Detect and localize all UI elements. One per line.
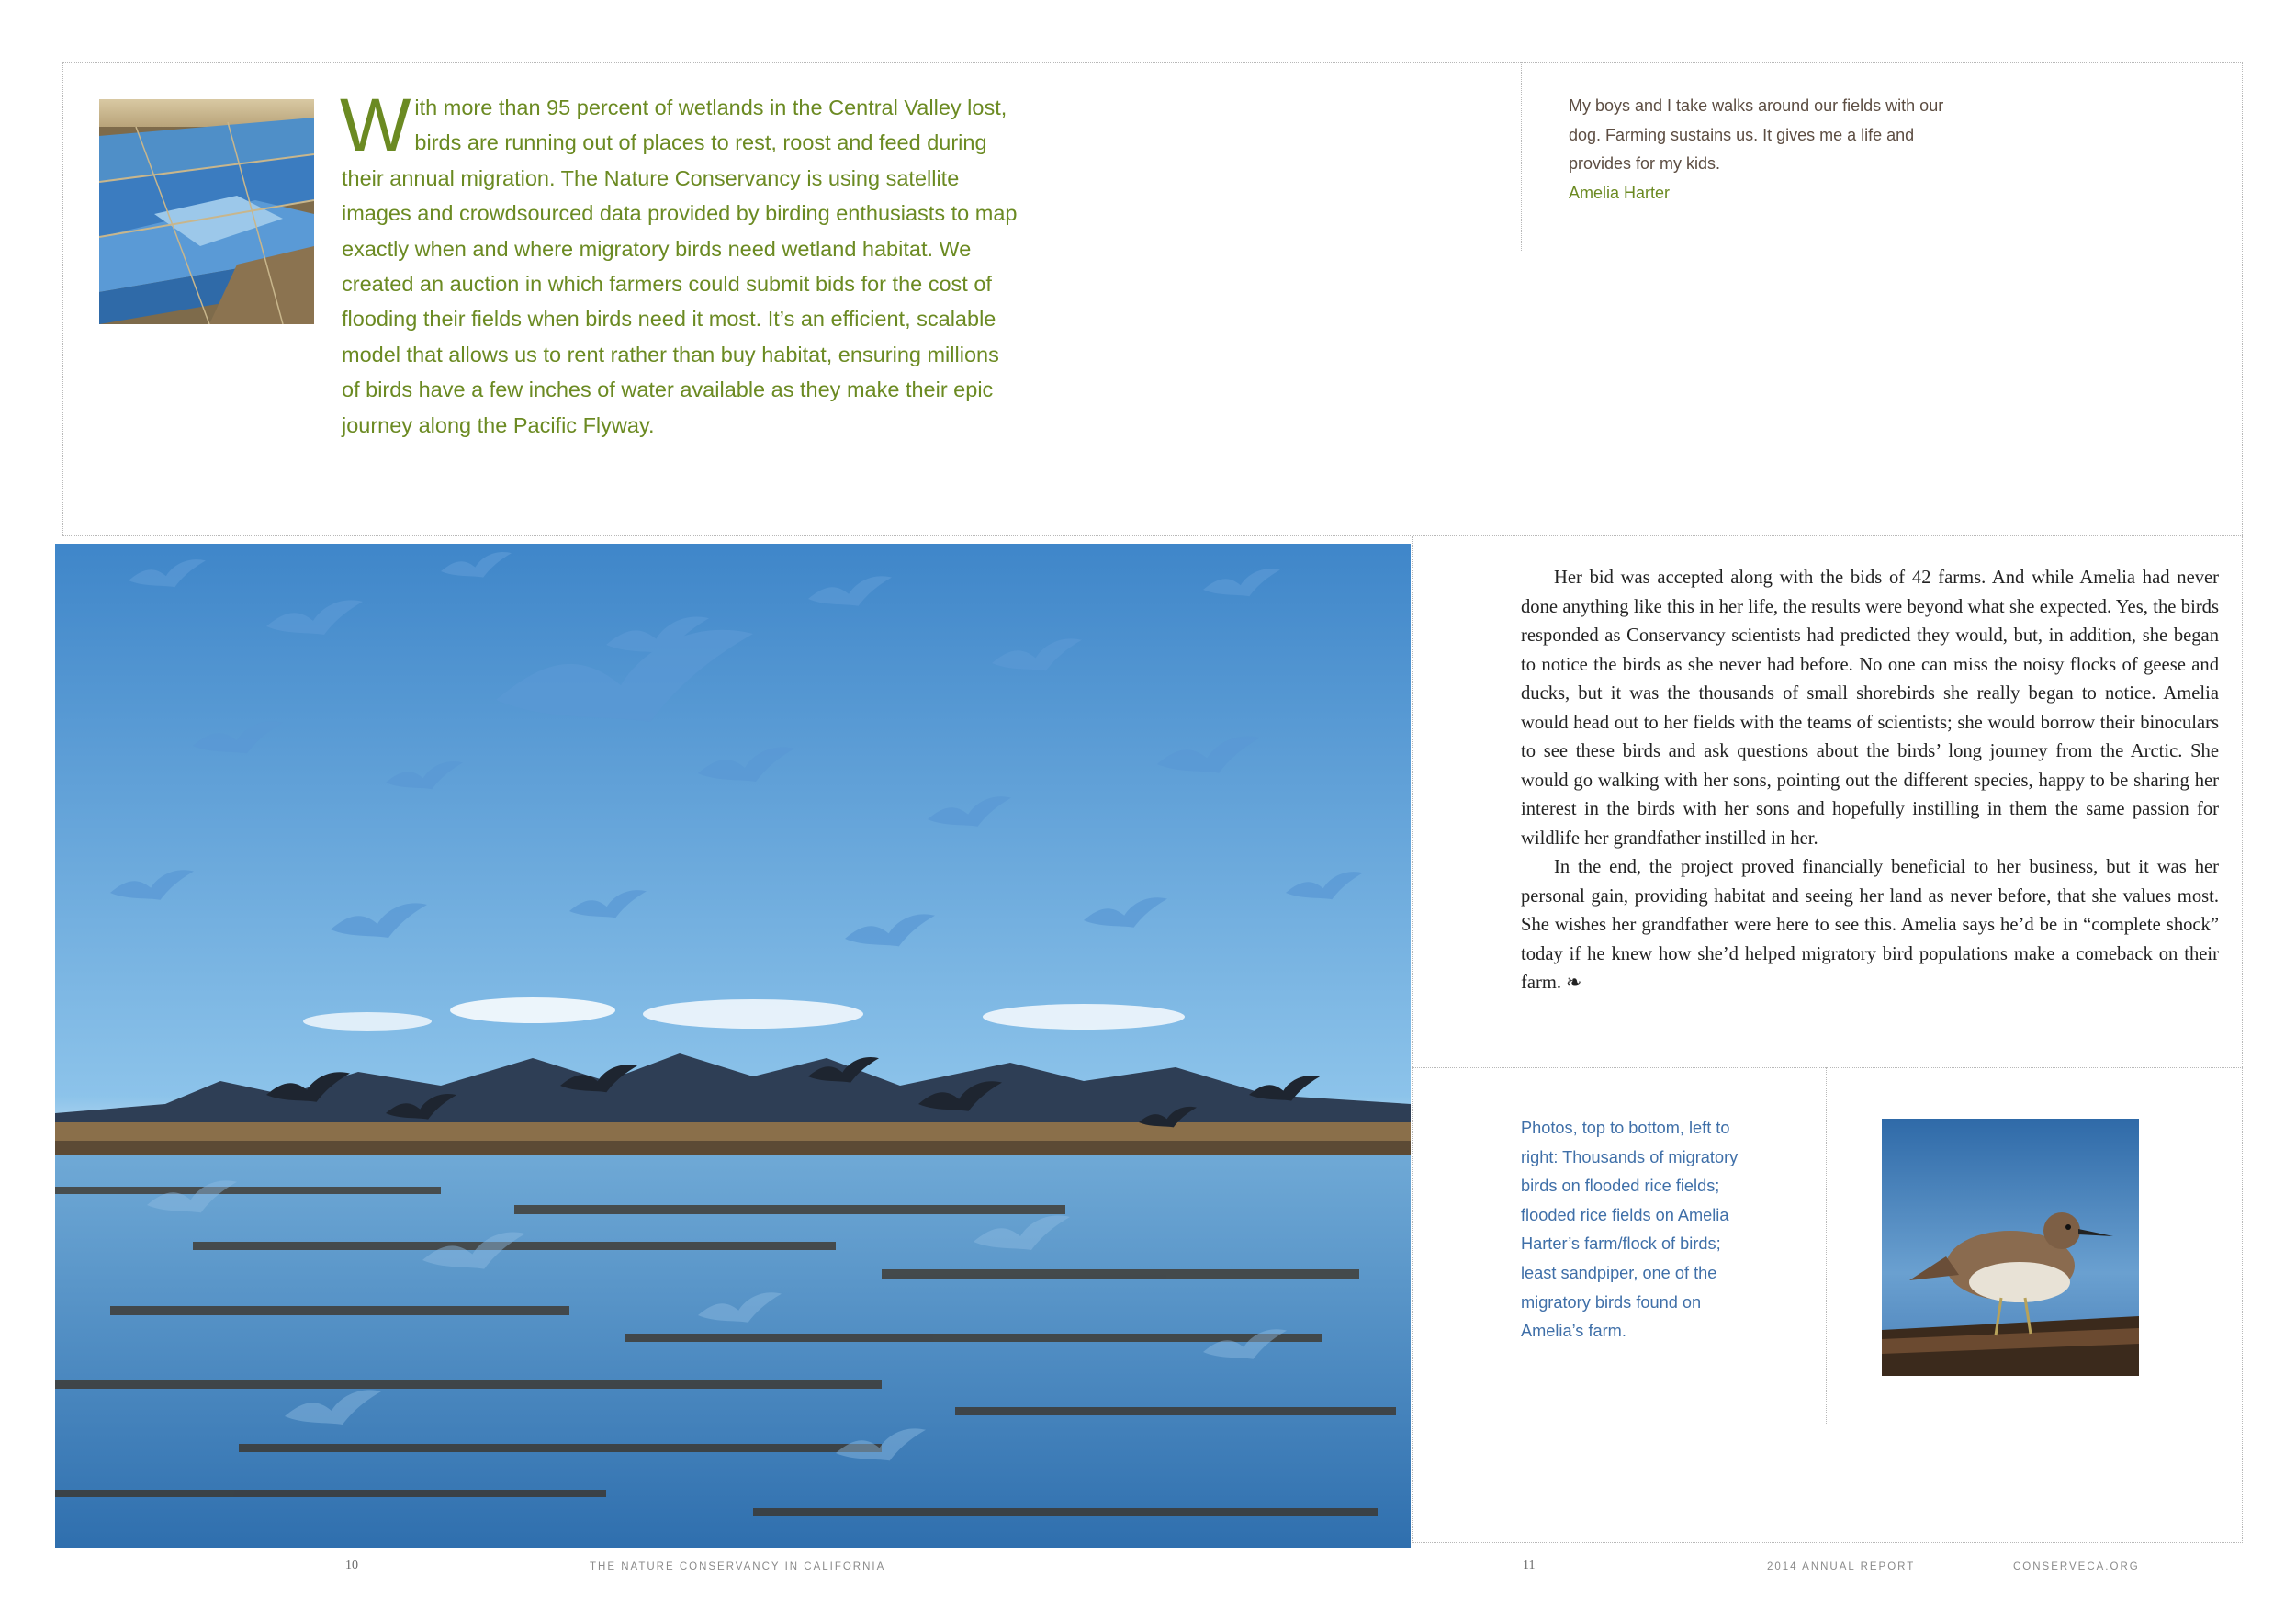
caption-divider [1412,1067,2243,1068]
photo-divider [1412,536,1413,1543]
photo-caption: Photos, top to bottom, left to right: Thousands of migratory birds on flooded rice fields; flooded rice fields on Amelia Harter’s farm/flock of birds; least sandpiper, one of the migratory birds found on Amelia’s farm. [1521,1119,1739,1341]
quote-text: My boys and I take walks around our fields with our dog. Farming sustains us. It gives me a life and provides for my kids. [1569,96,1944,173]
intro-paragraph [340,84,1021,443]
quote-divider [1521,62,1522,251]
body-text [1521,564,2219,998]
body-paragraph: Her bid was accepted along with the bids of 42 farms. And while Amelia had never done anything like this in her life, the results were beyond what she expected. Yes, the birds responded as Conservancy scientists had predicted they would, but, in addition, she began to notice the birds as she never had before. No one can miss the noisy flocks of geese and ducks, but it was the thousands of small shorebirds she really began to notice. Amelia would head out to her fields with the teams of scientists; she would borrow their binoculars to see these birds and ask questions about the birds’ long journey from the Arctic. She would go walking with her sons, pointing out the different species, happy to be sharing her interest in the birds with her sons and hopefully instilling in them the same passion for wildlife her grandfather instilled in her. [1521,568,2219,849]
right-page-number: 11 [1523,1559,1536,1572]
pull-quote [1569,92,1954,208]
least-sandpiper-photo [1882,1119,2139,1376]
right-footer-title: 2014 ANNUAL REPORT [1767,1561,1916,1572]
caption-photo-divider [1826,1067,1827,1425]
dropcap: W [340,84,411,167]
left-footer-title: THE NATURE CONSERVANCY IN CALIFORNIA [590,1561,886,1572]
intro-text: ith more than 95 percent of wetlands in the Central Valley lost, birds are running out of places to rest, roost and feed during their annual migration. The Nature Conservancy is using satellite images and crowdsourced data provided by birding enthusiasts to map exactly when and where migratory birds need wetland habitat. We created an auction in which farmers could submit bids for the cost of flooding their fields when birds need it most. It’s an efficient, scalable model that allows us to rent rather than buy habitat, ensuring millions of birds have a few inches of water available as they make their epic journey along the Pacific Flyway. [342,96,1018,437]
main-migratory-birds-photo [55,544,1411,1548]
body-paragraph: In the end, the project proved financially beneficial to her business, but it was her personal gain, providing habitat and seeing her land as never before, that she values most. She wishes her grandfather were here to see this. Amelia says he’d be in “complete shock” today if he knew how she’d helped migratory bird populations make a comeback on their farm. ❧ [1521,857,2219,993]
aerial-rice-fields-photo [99,99,314,324]
left-page-number: 10 [345,1559,358,1572]
footer-website: CONSERVECA.ORG [2013,1561,2140,1572]
quote-attribution: Amelia Harter [1569,183,1671,202]
